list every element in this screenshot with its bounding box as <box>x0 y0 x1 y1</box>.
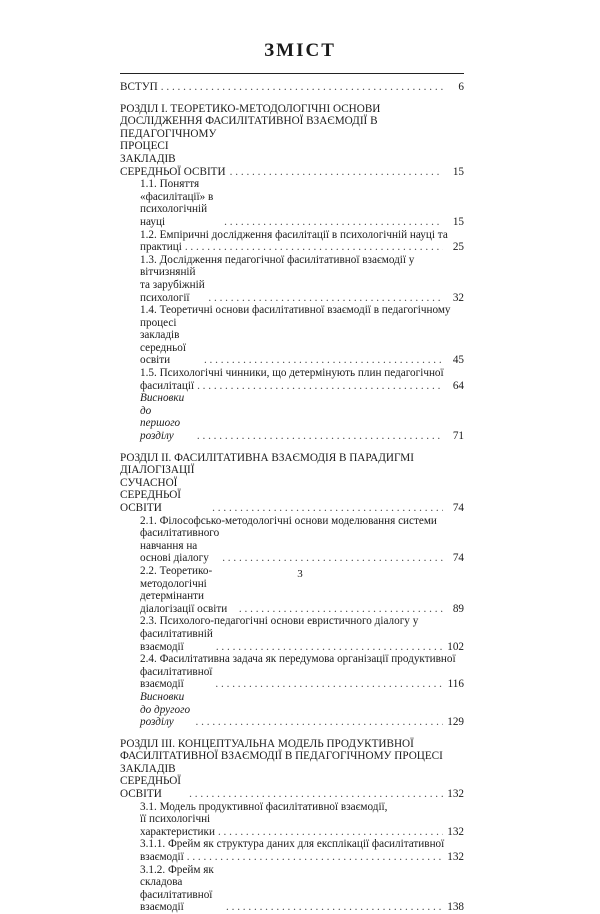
toc-entry-text: фасилітативної взаємодії <box>140 665 213 691</box>
leader-dots <box>216 641 443 654</box>
toc-entry-text: 3.1.2. Фрейм як складова фасилітативної взаємодії <box>140 863 214 914</box>
toc-subsection[interactable] <box>120 515 464 565</box>
toc-entry-line: 2.4. Фасилітативна задача як передумова організації продуктивної <box>140 653 456 666</box>
toc-entry-text: практиці <box>140 241 182 254</box>
leader-dots <box>218 826 443 839</box>
toc-subsection[interactable] <box>120 864 464 914</box>
leader-dots <box>224 216 443 229</box>
toc-entry-line: 3.1. Модель продуктивної фасилітативної взаємодії, <box>140 800 388 813</box>
leader-dots <box>230 166 443 179</box>
toc-subsection[interactable] <box>120 304 464 367</box>
toc-conclusion[interactable] <box>120 691 464 729</box>
title-rule <box>120 73 464 74</box>
toc-entry-text: процесі закладів середньої освіти <box>140 316 186 367</box>
toc-entry-row <box>140 864 464 914</box>
toc-subsection[interactable] <box>120 178 464 228</box>
toc-entry-text: вітчизняній та зарубіжній психології <box>140 266 205 304</box>
leader-dots <box>161 81 443 94</box>
toc-entry-text: Висновки до першого розділу <box>140 392 185 443</box>
leader-dots <box>208 292 443 305</box>
toc-page-number: 64 <box>452 379 464 392</box>
toc-section-heading[interactable] <box>120 738 464 801</box>
toc-subsection[interactable] <box>120 367 464 392</box>
section-gap <box>120 729 464 738</box>
toc-entry-row <box>140 178 464 228</box>
toc-page-number: 132 <box>447 825 464 838</box>
toc-page-number: 129 <box>447 716 464 729</box>
section-gap <box>120 94 464 103</box>
leader-dots <box>222 552 443 565</box>
toc-entry-row <box>140 691 464 729</box>
leader-dots <box>204 354 443 367</box>
toc-entry-text: 2.2. Теоретико-методологічні детермінанти діалогізації освіти <box>140 564 228 615</box>
leader-dots <box>197 430 443 443</box>
toc-entry-line: 3.1.1. Фрейм як структура даних для експлікації фасилітативної <box>140 838 445 851</box>
toc-entry-line: РОЗДІЛ ІІ. ФАСИЛІТАТИВНА ВЗАЄМОДІЯ В ПАРАДИГМІ <box>120 451 414 464</box>
leader-dots <box>196 716 443 729</box>
toc-entry-line: 1.3. Дослідження педагогічної фасилітативної взаємодії у <box>140 253 415 266</box>
toc-entry-line: 1.4. Теоретичні основи фасилітативної взаємодії в педагогічному <box>140 304 451 317</box>
toc-entry-text: фасилітативній взаємодії <box>140 627 213 653</box>
toc-entry-row <box>140 380 464 393</box>
toc-page-number: 89 <box>452 602 464 615</box>
toc-entry-row <box>140 628 464 653</box>
toc-entry-line: ФАСИЛІТАТИВНОЇ ВЗАЄМОДІЇ В ПЕДАГОГІЧНОМУ ПРОЦЕСІ <box>120 750 443 763</box>
leader-dots <box>197 380 443 393</box>
toc-entry-text: Висновки до другого розділу <box>140 690 191 729</box>
toc-entry-text: фасилітативного навчання на основі діалогу <box>140 527 220 565</box>
toc-entry-line: ДОСЛІДЖЕННЯ ФАСИЛІТАТИВНОЇ ВЗАЄМОДІЇ В <box>120 115 378 128</box>
toc-entry-row <box>140 317 464 367</box>
toc-page-number: 102 <box>447 640 464 653</box>
toc-entry-row <box>140 392 464 442</box>
toc-entry-text: ПЕДАГОГІЧНОМУ ПРОЦЕСІ ЗАКЛАДІВ СЕРЕДНЬОЇ ОСВІТИ <box>120 127 226 178</box>
toc-entry-row <box>140 851 464 864</box>
toc-page-number: 138 <box>447 901 464 914</box>
toc-entry-line: 2.1. Філософсько-методологічні основи моделювання системи <box>140 514 437 527</box>
leader-dots <box>215 678 443 691</box>
toc-page-number: 132 <box>447 788 464 801</box>
leader-dots <box>189 788 443 801</box>
toc-entry-line: РОЗДІЛ ІІІ. КОНЦЕПТУАЛЬНА МОДЕЛЬ ПРОДУКТИВНОЇ <box>120 737 414 750</box>
toc-page-number: 74 <box>452 552 464 565</box>
toc-entry-row <box>120 464 464 514</box>
toc-entry-line: 1.5. Психологічні чинники, що детермінують плин педагогічної <box>140 367 444 380</box>
leader-dots <box>187 851 443 864</box>
section-gap <box>120 443 464 452</box>
toc-entry-row <box>120 763 464 801</box>
toc-entry-text: ВСТУП <box>120 81 158 93</box>
toc-subsection[interactable] <box>120 653 464 691</box>
toc-page-number: 132 <box>447 851 464 864</box>
table-of-contents <box>120 81 464 914</box>
toc-entry-text: фасилітації <box>140 379 195 392</box>
toc-entry-row <box>120 128 464 178</box>
toc-entry-text: ДІАЛОГІЗАЦІЇ СУЧАСНОЇ СЕРЕДНЬОЇ ОСВІТИ <box>120 464 195 514</box>
toc-entry-text: взаємодії <box>140 851 184 864</box>
toc-entry-row <box>140 813 464 838</box>
toc-subsection[interactable] <box>120 254 464 304</box>
toc-page-number: 15 <box>452 165 464 178</box>
page-title: ЗМІСТ <box>264 40 336 61</box>
toc-entry-row <box>140 266 464 304</box>
toc-page-number: 15 <box>452 215 464 228</box>
toc-entry-line: 2.3. Психолого-педагогічні основи евристичного діалогу у <box>140 615 419 628</box>
toc-page-number: 74 <box>452 502 464 514</box>
toc-entry-text: її психологічні характеристики <box>140 813 215 838</box>
toc-entry-row <box>140 527 464 565</box>
page-number: 3 <box>297 568 303 580</box>
leader-dots <box>185 241 443 254</box>
toc-entry-text: ЗАКЛАДІВ СЕРЕДНЬОЇ ОСВІТИ <box>120 762 182 801</box>
toc-page-number: 116 <box>447 678 464 691</box>
toc-entry-line: 1.2. Емпіричні дослідження фасилітації в психологічній науці та <box>140 228 448 241</box>
toc-subsection[interactable] <box>120 229 464 254</box>
toc-subsection[interactable] <box>120 838 464 863</box>
toc-page-number: 6 <box>458 81 464 93</box>
leader-dots <box>212 502 443 515</box>
toc-entry-row <box>140 666 464 691</box>
toc-entry-row <box>140 241 464 254</box>
toc-section-heading[interactable] <box>120 103 464 179</box>
toc-entry-intro[interactable] <box>120 81 464 94</box>
toc-entry-line: РОЗДІЛ І. ТЕОРЕТИКО-МЕТОДОЛОГІЧНІ ОСНОВИ <box>120 102 381 115</box>
toc-subsection[interactable] <box>120 615 464 653</box>
toc-conclusion[interactable] <box>120 392 464 442</box>
toc-subsection[interactable] <box>120 801 464 839</box>
toc-section-heading[interactable] <box>120 452 464 515</box>
toc-page-number: 25 <box>452 241 464 254</box>
toc-page-number: 32 <box>452 291 464 304</box>
toc-entry-text: 1.1. Поняття «фасилітації» в психологічній науці <box>140 178 214 228</box>
leader-dots <box>239 603 443 616</box>
leader-dots <box>226 901 443 914</box>
toc-page-number: 45 <box>452 354 464 367</box>
toc-page-number: 71 <box>452 430 464 443</box>
